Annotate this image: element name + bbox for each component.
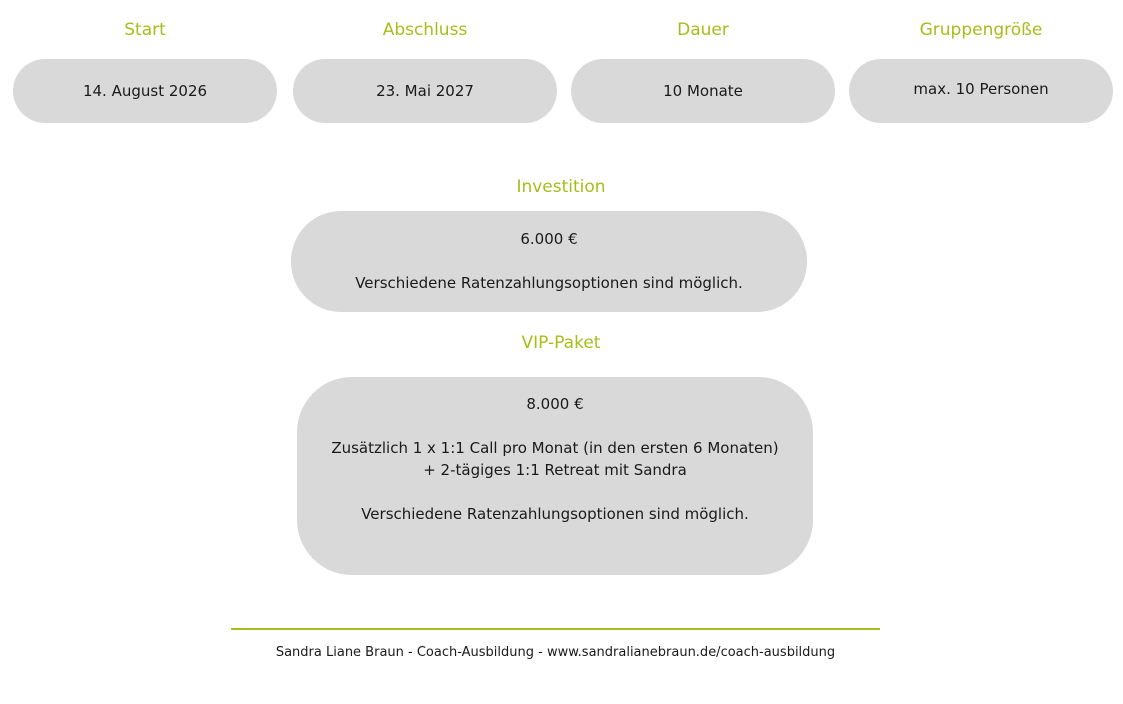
duration-heading: Dauer [677,20,729,40]
vip-heading: VIP-Paket [521,333,601,353]
end-date-pill: 23. Mai 2027 [293,59,557,123]
duration-pill: 10 Monate [571,59,835,123]
vip-detail-call: Zusätzlich 1 x 1:1 Call pro Monat (in den ersten 6 Monaten) [331,439,779,457]
vip-payment-note: Verschiedene Ratenzahlungsoptionen sind möglich. [361,505,749,523]
investment-heading: Investition [516,177,606,197]
footer-text: Sandra Liane Braun - Coach-Ausbildung - www.sandralianebraun.de/coach-ausbildung [275,645,836,660]
investment-box [291,211,807,312]
vip-price: 8.000 € [526,395,584,413]
group-size-pill: max. 10 Personen [849,59,1113,123]
start-heading: Start [124,20,166,40]
investment-payment-note: Verschiedene Ratenzahlungsoptionen sind möglich. [355,274,743,292]
start-date-pill: 14. August 2026 [13,59,277,123]
footer-divider [231,628,880,630]
group-size-heading: Gruppengröße [919,20,1043,40]
investment-price: 6.000 € [520,230,578,248]
vip-box [297,377,813,575]
end-heading: Abschluss [382,20,468,40]
vip-detail-retreat: + 2-tägiges 1:1 Retreat mit Sandra [423,461,687,479]
